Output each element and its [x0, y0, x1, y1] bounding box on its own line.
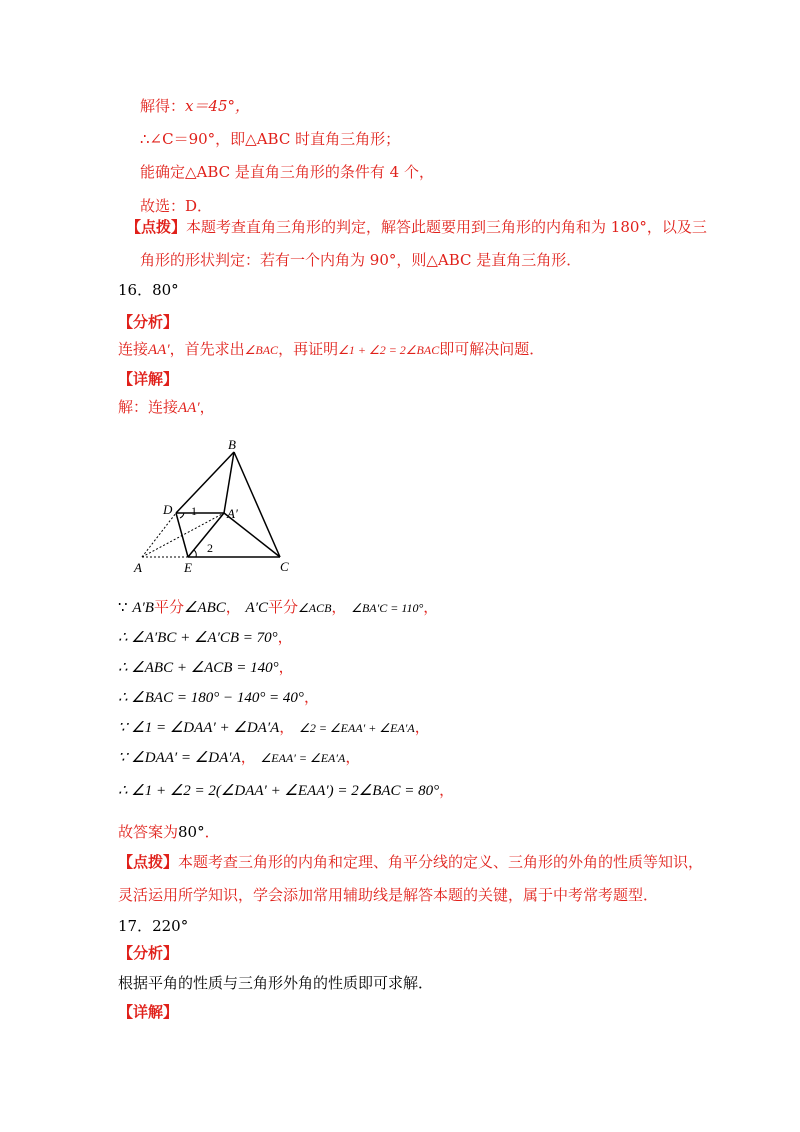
- step-1: [118, 597, 438, 618]
- q16-note-2: 灵活运用所学知识，学会添加常用辅助线是解答本题的关键，属于中考常考题型．: [118, 886, 659, 904]
- q17-detail-label: 【详解】: [118, 1003, 179, 1021]
- step2-eq: ∴ ∠A′BC + ∠A′CB = 70°: [118, 630, 278, 646]
- angle-arc-2: [194, 550, 196, 557]
- step2-comma: ，: [277, 628, 293, 646]
- an-eq: ∠1 + ∠2 = 2∠BAC: [338, 343, 440, 357]
- label-A1: A′: [227, 506, 238, 521]
- step-7: [118, 780, 454, 801]
- note-tag: 【点拨】: [126, 218, 187, 236]
- step-2: [118, 627, 293, 648]
- step1-bac: ∠BA′C = 110°: [351, 601, 424, 615]
- label-B: B: [228, 437, 236, 452]
- step6-eq-b: ∠EAA′ = ∠EA′A: [260, 751, 346, 765]
- line-note-2: 角形的形状判定：若有一个内角为 90°，则△ABC 是直角三角形．: [140, 251, 582, 269]
- q16-conclusion: [118, 822, 220, 842]
- step1-acb: ∠ACB: [298, 601, 332, 615]
- label-n2: 2: [207, 541, 213, 555]
- step5-eq-a: ∵ ∠1 = ∠DAA′ + ∠DA′A: [118, 720, 280, 736]
- step-3: [118, 657, 294, 678]
- q17-heading: [118, 916, 188, 936]
- an-text-2: ，首先求出: [169, 340, 245, 358]
- q16-answer: 80°: [152, 281, 179, 299]
- note-text-1: 本题考查直角三角形的判定，解答此题要用到三角形的内角和为 180°，以及三: [186, 218, 707, 236]
- line-count: 能确定△ABC 是直角三角形的条件有 4 个，: [140, 163, 434, 181]
- step3-eq: ∴ ∠ABC + ∠ACB = 140°: [118, 660, 279, 676]
- q17-answer: 220°: [152, 917, 189, 935]
- solve-label: 解得：: [140, 97, 186, 115]
- step-5: [118, 717, 430, 738]
- q17-analysis: 根据平角的性质与三角形外角的性质即可求解．: [118, 974, 434, 992]
- segment-EA1: [188, 513, 224, 557]
- q17-analysis-label: 【分析】: [118, 944, 179, 962]
- sol-aa: AA′: [178, 400, 200, 416]
- step6-comma-b: ，: [345, 748, 361, 766]
- step7-eq: ∴ ∠1 + ∠2 = 2(∠DAA′ + ∠EAA′) = 2∠BAC = 80°: [118, 783, 440, 799]
- label-C: C: [280, 559, 289, 574]
- sol-post: ，: [199, 398, 215, 416]
- q16-analysis: [118, 339, 544, 360]
- an-aa: AA′: [148, 342, 170, 358]
- solve-value: x＝45°，: [185, 97, 251, 115]
- segment-BC: [234, 452, 280, 557]
- step4-eq: ∴ ∠BAC = 180° − 140° = 40°: [118, 690, 304, 706]
- step5-comma-a: ，: [279, 718, 295, 736]
- q16-analysis-label: 【分析】: [118, 313, 179, 331]
- step1-comma-3: ，: [423, 598, 439, 616]
- sol-pre: 解：连接: [118, 398, 179, 416]
- step4-comma: ，: [303, 688, 319, 706]
- q17-number: 17．: [118, 917, 153, 935]
- step1-comma-1: ，: [225, 598, 241, 616]
- step1-comma-2: ，: [331, 598, 347, 616]
- step3-comma: ，: [278, 658, 294, 676]
- geometry-figure: [128, 432, 308, 577]
- step1-abc: ∠ABC: [183, 600, 226, 616]
- q16-note-text-1: 本题考查三角形的内角和定理、角平分线的定义、三角形的外角的性质等知识，: [178, 853, 704, 871]
- step7-comma: ，: [439, 781, 455, 799]
- line-note-1: [126, 217, 707, 237]
- step1-bisect-1: 平分: [153, 598, 184, 616]
- an-text-1: 连接: [118, 340, 149, 358]
- q16-solution-start: [118, 397, 215, 418]
- label-n1: 1: [191, 504, 197, 518]
- q16-heading: [118, 280, 179, 300]
- label-A: A: [134, 560, 142, 575]
- q16-number: 16．: [118, 281, 153, 299]
- step6-eq-a: ∵ ∠DAA′ = ∠DA′A: [118, 750, 241, 766]
- step1-ab: A′B: [132, 600, 154, 616]
- step5-eq-b: ∠2 = ∠EAA′ + ∠EA′A: [299, 721, 415, 735]
- step-6: [118, 747, 360, 768]
- q16-note-tag: 【点拨】: [118, 853, 179, 871]
- conclusion-value: 80°: [178, 823, 205, 841]
- q16-detail-label: 【详解】: [118, 370, 179, 388]
- an-text-3: ，再证明: [278, 340, 339, 358]
- step6-comma-a: ，: [240, 748, 256, 766]
- step1-bisect-2: 平分: [267, 598, 298, 616]
- dotted-AD: [142, 513, 176, 557]
- q16-note-1: [118, 852, 703, 872]
- line-choice: 故选：D．: [140, 197, 213, 215]
- line-angle-c: ∴∠C＝90°，即△ABC 时直角三角形；: [140, 130, 401, 148]
- label-E: E: [184, 560, 192, 575]
- an-text-4: 即可解决问题．: [439, 340, 545, 358]
- step5-comma-b: ，: [414, 718, 430, 736]
- step1-ac: A′C: [245, 600, 268, 616]
- label-D: D: [163, 502, 173, 517]
- conclusion-pre: 故答案为: [118, 823, 179, 841]
- an-bac: ∠BAC: [244, 343, 279, 357]
- because-symbol: ∵: [118, 598, 128, 616]
- step-4: [118, 687, 319, 708]
- conclusion-post: ．: [204, 823, 220, 841]
- line-solve-x: [140, 96, 250, 116]
